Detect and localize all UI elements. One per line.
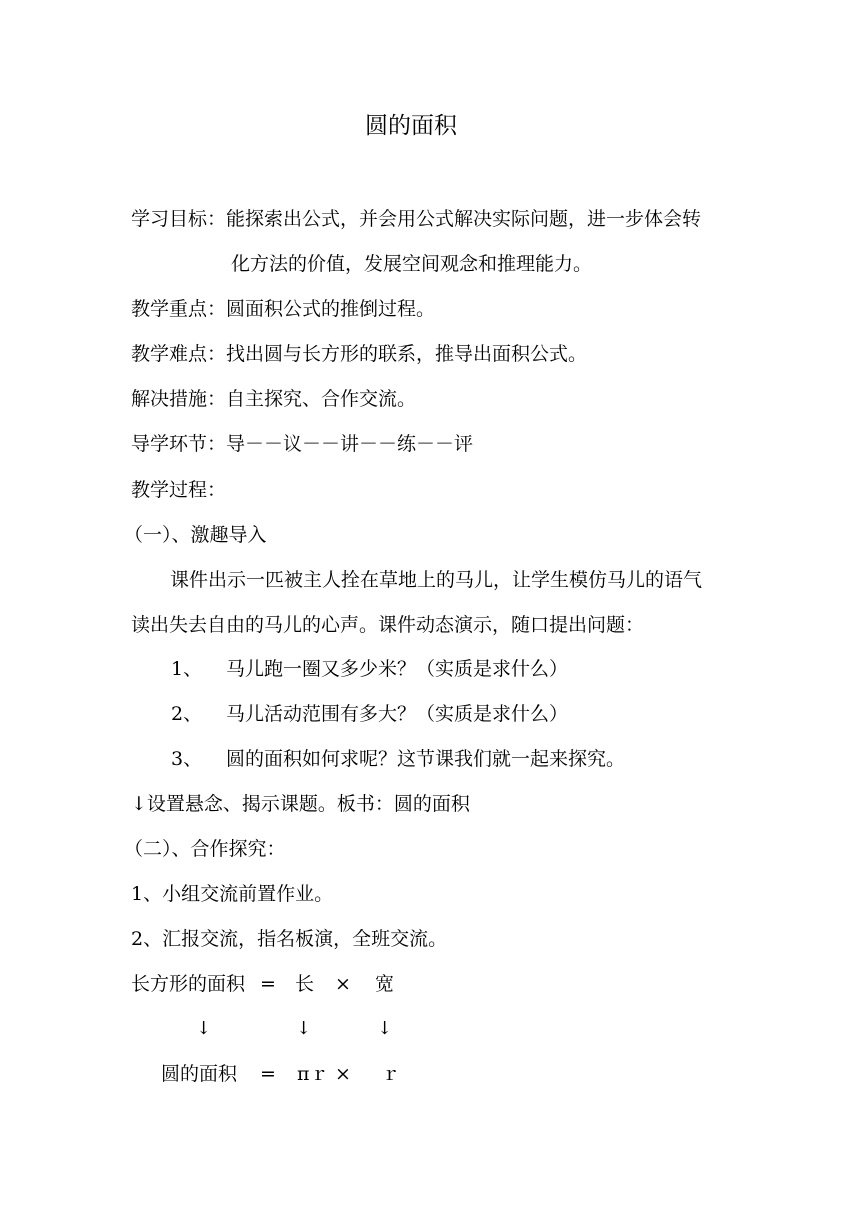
question-1-number: 1、 — [171, 658, 203, 680]
question-1-text: 马儿跑一圈又多少米？（实质是求什么） — [226, 658, 569, 680]
rectangle-width: 宽 — [375, 973, 395, 995]
paragraph-1-line-1: 课件出示一匹被主人拴在草地上的马儿，让学生模仿马儿的语气 — [170, 569, 703, 591]
section-2-heading: （二）、合作探究： — [124, 838, 286, 860]
objective-label: 学习目标： — [131, 208, 227, 230]
down-arrow-icon: ↓ — [196, 1018, 212, 1039]
objective-line-2: 化方法的价值，发展空间观念和推理能力。 — [231, 253, 593, 275]
step-1: 1、小组交流前置作业。 — [131, 883, 334, 905]
step-2: 2、汇报交流，指名板演，全班交流。 — [131, 928, 448, 950]
guide-steps: 导学环节：导－－议－－讲－－练－－评 — [131, 433, 474, 455]
down-arrow-icon: ↓ — [296, 1018, 312, 1039]
equals-sign-1: = — [260, 973, 276, 995]
process-heading: 教学过程： — [131, 479, 227, 501]
question-2-number: 2、 — [171, 703, 203, 725]
suspense-line: ↓设置悬念、揭示课题。板书：圆的面积 — [131, 793, 470, 815]
question-3-number: 3、 — [171, 748, 203, 770]
question-3-text: 圆的面积如何求呢？这节课我们就一起来探究。 — [226, 748, 626, 770]
equals-sign-2: = — [260, 1063, 276, 1085]
circle-area-label: 圆的面积 — [161, 1063, 238, 1085]
question-2-text: 马儿活动范围有多大？（实质是求什么） — [226, 703, 569, 725]
pi-r-term: πｒ — [297, 1063, 329, 1085]
section-1-heading: （一）、激趣导入 — [124, 524, 267, 546]
radius-term: ｒ — [381, 1063, 401, 1085]
rectangle-area-label: 长方形的面积 — [131, 973, 246, 995]
objective-line-1: 能探索出公式，并会用公式解决实际问题，进一步体会转 — [226, 208, 702, 230]
difficulty: 教学难点：找出圆与长方形的联系，推导出面积公式。 — [131, 343, 588, 365]
key-point: 教学重点：圆面积公式的推倒过程。 — [131, 298, 436, 320]
times-sign-2: × — [335, 1063, 351, 1085]
paragraph-1-line-2: 读出失去自由的马儿的心声。课件动态演示，随口提出问题： — [131, 614, 645, 636]
times-sign-1: × — [335, 973, 351, 995]
down-arrow-icon: ↓ — [377, 1018, 393, 1039]
rectangle-length: 长 — [295, 973, 315, 995]
measures: 解决措施：自主探究、合作交流。 — [131, 388, 417, 410]
page-title: 圆的面积 — [365, 113, 457, 139]
